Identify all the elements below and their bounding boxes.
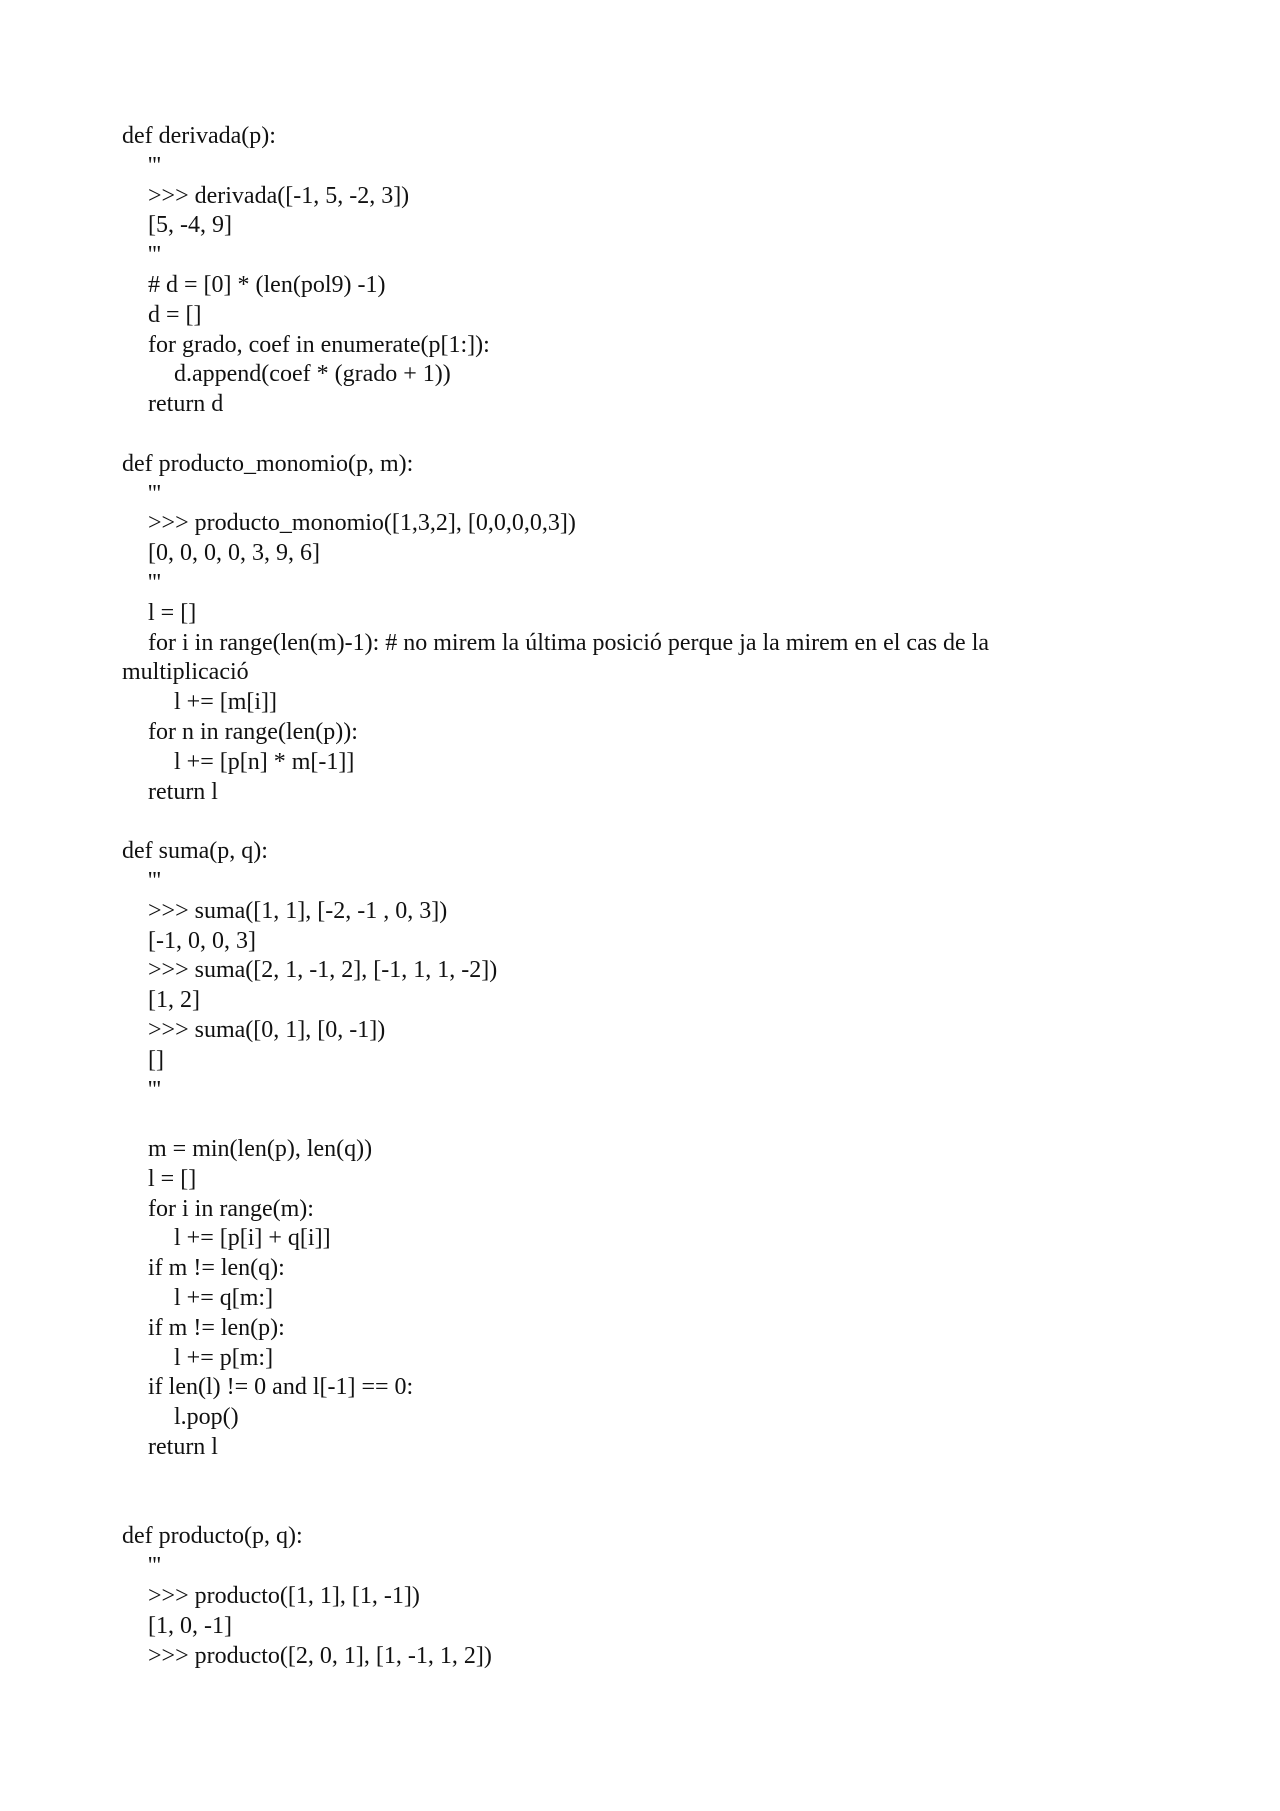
code-line: l = [] — [148, 599, 197, 626]
code-line: l += [m[i]] — [174, 689, 278, 716]
code-line: >>> suma([1, 1], [-2, -1 , 0, 3]) — [148, 897, 448, 924]
code-line: # d = [0] * (len(pol9) -1) — [148, 271, 386, 298]
code-line: ''' — [148, 1553, 161, 1580]
code-line: def producto_monomio(p, m): — [122, 450, 414, 477]
code-line: [-1, 0, 0, 3] — [148, 927, 256, 954]
code-line: [5, -4, 9] — [148, 212, 232, 239]
code-line: ''' — [148, 242, 161, 269]
code-line: def derivada(p): — [122, 123, 276, 149]
code-line: def producto(p, q): — [122, 1523, 303, 1550]
code-line: ''' — [148, 867, 161, 894]
code-line: def suma(p, q): — [122, 838, 268, 865]
code-line: [1, 2] — [148, 987, 200, 1014]
code-line: d.append(coef * (grado + 1)) — [174, 361, 451, 388]
blank-line — [122, 1463, 1162, 1493]
blank-line — [122, 1493, 1162, 1523]
code-line: >>> derivada([-1, 5, -2, 3]) — [148, 182, 410, 209]
code-line: [0, 0, 0, 0, 3, 9, 6] — [148, 540, 320, 567]
code-line: m = min(len(p), len(q)) — [148, 1136, 373, 1163]
code-line: [] — [148, 1046, 164, 1073]
code-line: for n in range(len(p)): — [148, 718, 358, 745]
code-line: >>> producto([1, 1], [1, -1]) — [148, 1583, 420, 1610]
blank-line — [122, 1105, 1162, 1135]
code-line: l += p[m:] — [174, 1344, 274, 1371]
code-line: return l — [148, 1434, 218, 1461]
code-line: l = [] — [148, 1165, 197, 1192]
code-line: ''' — [148, 569, 161, 596]
code-line: if m != len(p): — [148, 1314, 285, 1341]
code-line: if m != len(q): — [148, 1255, 285, 1282]
code-line: return d — [148, 391, 224, 418]
code-line: for i in range(len(m)-1): # no mirem la última posició perque ja la mirem en el cas de la — [148, 629, 990, 656]
code-line: for i in range(m): — [148, 1195, 314, 1222]
code-line: l.pop() — [174, 1404, 239, 1431]
code-line: if len(l) != 0 and l[-1] == 0: — [148, 1374, 414, 1401]
code-line: l += [p[i] + q[i]] — [174, 1225, 331, 1252]
code-line: l += [p[n] * m[-1]] — [174, 748, 355, 775]
code-line: ''' — [148, 1076, 161, 1103]
code-line: >>> producto_monomio([1,3,2], [0,0,0,0,3]) — [148, 510, 576, 537]
code-line: d = [] — [148, 301, 202, 328]
code-line: >>> producto([2, 0, 1], [1, -1, 1, 2]) — [148, 1642, 492, 1669]
code-line: >>> suma([2, 1, -1, 2], [-1, 1, 1, -2]) — [148, 957, 498, 984]
code-line: multiplicació — [122, 659, 249, 686]
code-listing — [122, 122, 1162, 1671]
code-line: return l — [148, 778, 218, 805]
blank-line — [122, 807, 1162, 837]
code-line: [1, 0, -1] — [148, 1612, 232, 1639]
blank-line — [122, 420, 1162, 450]
code-line: ''' — [148, 480, 161, 507]
code-line: >>> suma([0, 1], [0, -1]) — [148, 1016, 386, 1043]
code-line: l += q[m:] — [174, 1285, 274, 1312]
code-line: ''' — [148, 152, 161, 179]
code-line: for grado, coef in enumerate(p[1:]): — [148, 331, 490, 358]
